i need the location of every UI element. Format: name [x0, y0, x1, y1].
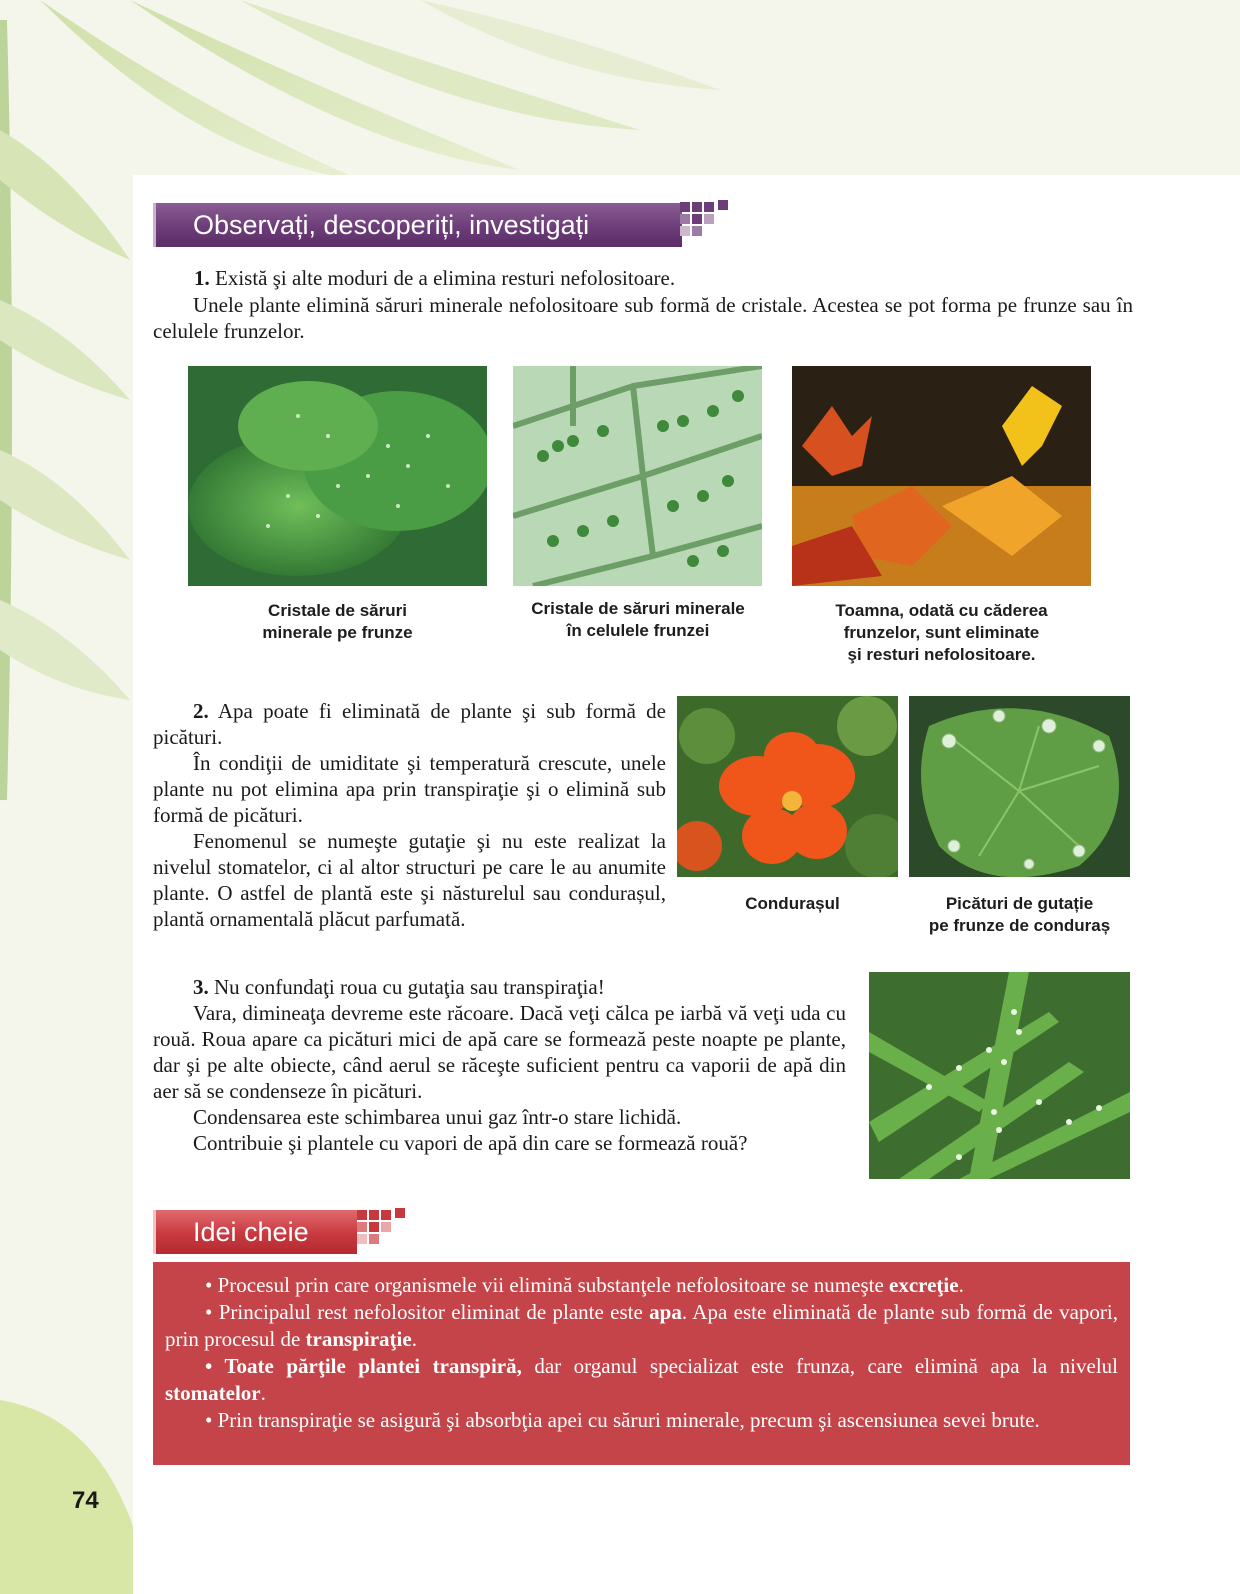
section3-p3: Condensarea este schimbarea unui gaz într-o stare lichidă.: [193, 1105, 682, 1129]
section3-p4: Contribuie şi plantele cu vapori de apă din care se formează rouă?: [193, 1131, 748, 1155]
key-idea-2-text-b: . Apa este eliminată de plante sub formă de vapori, prin procesul de: [165, 1300, 1118, 1351]
section3-number: 3.: [193, 975, 209, 999]
caption-leaf-cells-l1: Cristale de săruri minerale: [531, 599, 745, 618]
section1-number: 1.: [194, 266, 210, 290]
photo-autumn-leaves: [792, 366, 1091, 586]
key-idea-2: [165, 1299, 1118, 1353]
key-idea-2-text: • Principalul rest nefolositor eliminat de plante este: [205, 1300, 650, 1324]
key-idea-1: [165, 1272, 1118, 1299]
section2-p3: Fenomenul se numeşte gutaţie şi nu este realizat la nivelul stomatelor, ci al altor structuri pe care le au anumite plante. O astfel de plantă este şi năsturelul sau condurașul, plantă ornamentală plăcut parfumată.: [153, 829, 666, 931]
section2-text: [153, 698, 666, 932]
caption-autumn-l1: Toamna, odată cu căderea: [835, 601, 1048, 620]
key-idea-3-bold-stomatelor: stomatelor: [165, 1381, 261, 1405]
header-accent-line: [153, 203, 156, 247]
photo-guttation-drops: [909, 696, 1130, 877]
section2-p1-text: Apa poate fi eliminată de plante şi sub formă de picături.: [153, 699, 667, 749]
key-idea-1-text: • Procesul prin care organismele vii elimină substanţele nefolositoare se numeşte: [205, 1273, 890, 1297]
key-idea-3-end: .: [260, 1381, 266, 1405]
photo-nasturtium-flower: [677, 696, 898, 877]
caption-guttation-l2: pe frunze de conduraș: [928, 916, 1111, 935]
key-idea-3-text: dar organul specializat este frunza, care elimină apa la nivelul: [521, 1354, 1118, 1378]
caption-leaf-crystals-l1: Cristale de săruri: [268, 601, 407, 620]
caption-autumn-l2: frunzelor, sunt eliminate: [843, 623, 1040, 642]
section1-intro: [194, 265, 1134, 291]
section-header-key-ideas: [155, 1210, 357, 1254]
section3-p1-text: Nu confundaţi roua cu gutaţia sau transpiraţia!: [214, 975, 605, 999]
photo-dew-grass: [869, 972, 1130, 1179]
key-ideas-box: [153, 1262, 1130, 1465]
section2-p2: În condiţii de umiditate şi temperatură crescute, unele plante nu pot elimina apa prin transpiraţie şi o elimină sub formă de picături.: [153, 751, 666, 827]
section2-number: 2.: [193, 699, 209, 723]
key-idea-1-end: .: [958, 1273, 964, 1297]
photo-leaf-crystals: [188, 366, 487, 586]
caption-autumn-l3: şi resturi nefolositoare.: [847, 645, 1036, 664]
key-idea-4: • Prin transpiraţie se asigură şi absorbţia apei cu săruri minerale, precum şi ascensiunea sevei brute.: [205, 1408, 1040, 1432]
caption-guttation-l1: Picături de gutație: [945, 894, 1094, 913]
key-idea-1-bold: excreţie: [889, 1273, 959, 1297]
key-idea-2-bold-transpiratie: transpiraţie: [305, 1327, 412, 1351]
key-idea-3-bold: • Toate părţile plantei transpiră,: [205, 1354, 522, 1378]
caption-guttation: [899, 893, 1140, 937]
section-header-key-ideas-text: Idei cheie: [193, 1216, 309, 1247]
section2-p1: [153, 698, 666, 750]
caption-leaf-cells: [488, 598, 788, 642]
caption-leaf-crystals: [188, 600, 487, 644]
page-number: 74: [72, 1487, 99, 1514]
key-idea-2-bold-apa: apa: [649, 1300, 682, 1324]
section-header-observe: [155, 203, 682, 247]
section-header-observe-text: Observați, descoperiți, investigați: [193, 209, 590, 240]
section1-line1: Există şi alte moduri de a elimina resturi nefolositoare.: [215, 266, 676, 290]
key-idea-3: [165, 1353, 1118, 1407]
section3-p1: [153, 974, 846, 1000]
caption-leaf-crystals-l2: minerale pe frunze: [262, 623, 413, 642]
caption-autumn: [792, 600, 1091, 666]
caption-leaf-cells-l2: în celulele frunzei: [566, 621, 710, 640]
caption-nasturtium: Condurașul: [745, 894, 840, 913]
section3-p2: Vara, dimineaţa devreme este răcoare. Dacă veţi călca pe iarbă vă veţi uda cu rouă. Roua apare ca picături mici de apă care se formează peste noapte pe plante, dar şi pe alte obiecte, când aerul se răceşte suficient pentru ca vaporii de apă din aer să se condenseze în picături.: [153, 1001, 846, 1103]
key-idea-2-end: .: [411, 1327, 417, 1351]
section1-paragraph: Unele plante elimină săruri minerale nefolositoare sub formă de cristale. Acestea se pot forma pe frunze sau în celulele frunzelor.: [153, 293, 1133, 343]
section3-text: [153, 974, 846, 1156]
photo-leaf-cells: [513, 366, 762, 586]
header-accent-line-key: [153, 1210, 156, 1254]
